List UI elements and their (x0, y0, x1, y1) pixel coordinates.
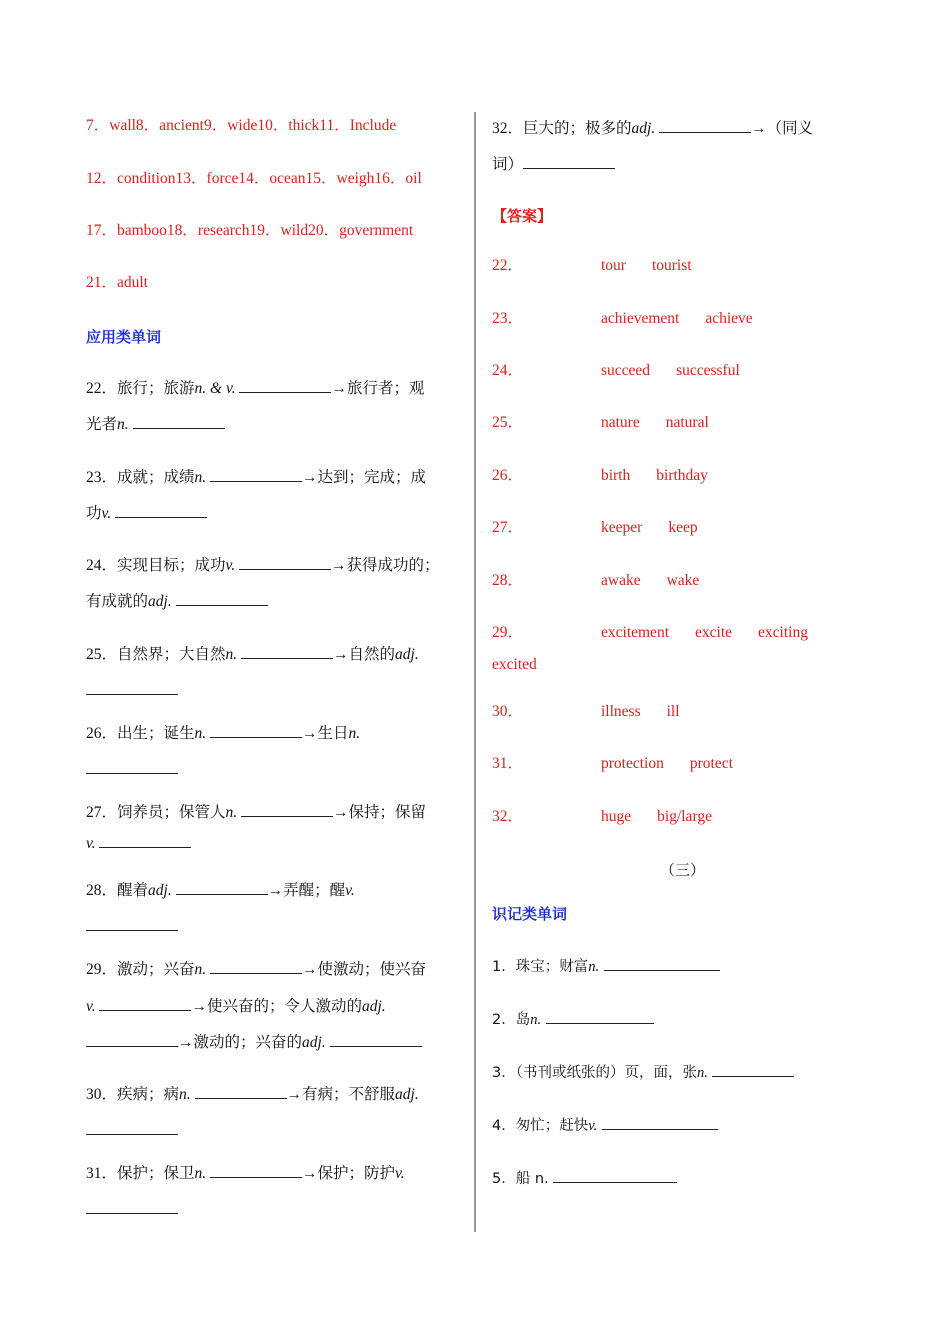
question-29-line1 (86, 959, 426, 980)
question-31-line1 (86, 1163, 405, 1184)
item-number: 5． (492, 1171, 516, 1187)
question-text: 饲养员；保管人 (117, 804, 226, 821)
question-text: →（同义 (751, 120, 814, 137)
answer-blank[interactable] (330, 1032, 422, 1047)
question-24-line2 (86, 591, 268, 612)
column-divider (474, 112, 476, 1232)
answer-blank[interactable] (239, 378, 331, 393)
question-26-line1 (86, 723, 360, 744)
part-of-speech: n. (194, 469, 207, 486)
question-22-line1 (86, 378, 424, 399)
answer-blank[interactable] (86, 916, 178, 931)
answer-word: wake (666, 572, 700, 589)
answer-blank[interactable] (86, 1120, 178, 1135)
answer-number: 30． (492, 703, 524, 720)
question-number: 26． (86, 725, 118, 742)
answer-word: birth (601, 467, 631, 484)
part-of-speech: adj. (395, 646, 419, 663)
part-of-speech: n. & v. (194, 380, 236, 397)
answer-blank[interactable] (604, 956, 720, 971)
question-23-line2 (86, 503, 207, 524)
answer-word: illness (601, 703, 641, 720)
question-29-line3 (86, 1032, 422, 1053)
answer-line-7-11: 7．wall8．ancient9．wide10．thick11．Include (86, 117, 397, 134)
question-text: →旅行者；观 (331, 380, 425, 397)
answer-number: 23． (492, 310, 524, 327)
answer-word: birthday (656, 467, 708, 484)
part-of-speech: n. (696, 1065, 708, 1081)
question-number: 24． (86, 557, 118, 574)
question-text: 疾病；病 (117, 1086, 180, 1103)
question-text: →达到；完成；成 (302, 469, 427, 486)
answer-word: huge (601, 808, 632, 825)
answer-word: tourist (651, 257, 692, 274)
question-text: →保持；保留 (333, 804, 427, 821)
answer-blank[interactable] (86, 1199, 178, 1214)
part-of-speech: v. (86, 835, 96, 852)
question-number: 32． (492, 120, 524, 137)
part-of-speech: v. (86, 998, 96, 1015)
vocab-item (492, 1062, 794, 1083)
question-text: 功 (86, 505, 102, 522)
answer-number: 28． (492, 572, 524, 589)
question-28-line1 (86, 880, 355, 901)
question-text: 词） (492, 156, 524, 173)
question-32-line2 (492, 154, 615, 175)
question-text: →保护；防护 (302, 1165, 396, 1182)
answer-word: nature (601, 414, 640, 431)
question-text: →使激动；使兴奋 (302, 961, 427, 978)
question-number: 27． (86, 804, 118, 821)
answer-word: excite (695, 624, 733, 641)
part-of-speech: v. (225, 557, 236, 574)
part-label: （三） (660, 863, 706, 879)
answer-blank[interactable] (99, 833, 191, 848)
answer-blank[interactable] (553, 1168, 677, 1183)
part-of-speech: adj. (395, 1086, 419, 1103)
part-of-speech: n. (194, 961, 207, 978)
item-number: 1． (492, 959, 516, 975)
part-of-speech: n. (194, 725, 207, 742)
answer-word: achieve (705, 310, 753, 327)
answer-blank[interactable] (195, 1084, 287, 1099)
vocab-item (492, 1115, 718, 1136)
part-of-speech: n. (530, 1012, 542, 1028)
answer-blank[interactable] (210, 723, 302, 738)
question-text: →生日 (302, 725, 349, 742)
part-of-speech: v. (345, 882, 355, 899)
question-30-line2 (86, 1120, 178, 1141)
question-number: 22． (86, 380, 118, 397)
answer-blank[interactable] (176, 880, 268, 895)
answer-word: successful (676, 362, 740, 379)
question-26-line2 (86, 759, 178, 780)
answer-blank[interactable] (712, 1062, 794, 1077)
part-of-speech: v. (395, 1165, 405, 1182)
answer-number: 27． (492, 519, 524, 536)
question-text: 光者 (86, 416, 118, 433)
question-27-line1 (86, 802, 426, 823)
part-of-speech: v. (588, 1118, 598, 1134)
answer-blank[interactable] (239, 555, 331, 570)
item-text: （书刊或纸张的）页，面，张 (515, 1065, 697, 1081)
question-30-line1 (86, 1084, 419, 1105)
answer-number: 26． (492, 467, 524, 484)
answer-word: protection (601, 755, 664, 772)
answer-blank[interactable] (241, 644, 333, 659)
question-text: 实现目标；成功 (117, 557, 226, 574)
question-number: 29． (86, 961, 118, 978)
answer-blank[interactable] (115, 503, 207, 518)
question-text: 出生；诞生 (117, 725, 195, 742)
answer-word: ill (666, 703, 680, 720)
question-25-line1 (86, 644, 419, 665)
item-text: 珠宝；财富 (515, 959, 589, 975)
answer-blank[interactable] (210, 467, 302, 482)
part-of-speech: n. (588, 959, 600, 975)
question-24-line1 (86, 555, 440, 576)
part-of-speech: n. (194, 1165, 207, 1182)
question-23-line1 (86, 467, 426, 488)
answer-word: keeper (601, 519, 643, 536)
answer-blank[interactable] (523, 154, 615, 169)
answer-word: excitement (601, 624, 669, 641)
question-number: 30． (86, 1086, 118, 1103)
question-text: →获得成功的； (331, 557, 440, 574)
question-27-line2 (86, 833, 191, 854)
answer-blank[interactable] (176, 591, 268, 606)
answer-word: awake (601, 572, 641, 589)
question-number: 31． (86, 1165, 118, 1182)
answer-number: 22． (492, 257, 524, 274)
question-31-line2 (86, 1199, 178, 1220)
question-text: →激动的；兴奋的 (178, 1034, 303, 1051)
answer-word: tour (601, 257, 626, 274)
section-title-application-words: 应用类单词 (86, 328, 162, 346)
question-text: 激动；兴奋 (117, 961, 195, 978)
answer-blank[interactable] (86, 1032, 178, 1047)
answer-word: succeed (601, 362, 651, 379)
part-of-speech: adj. (148, 882, 172, 899)
answer-number: 25． (492, 414, 524, 431)
question-32-line1 (492, 118, 813, 139)
answer-number: 32． (492, 808, 524, 825)
part-of-speech: adj. (148, 593, 172, 610)
question-text: 保护；保卫 (117, 1165, 195, 1182)
question-text: →弄醒；醒 (267, 882, 346, 899)
part-of-speech: adj. (631, 120, 656, 137)
question-number: 28． (86, 882, 118, 899)
part-of-speech: v. (101, 505, 112, 522)
part-of-speech: n. (348, 725, 361, 742)
answer-blank[interactable] (659, 118, 751, 133)
answer-word: achievement (601, 310, 680, 327)
answer-blank[interactable] (133, 414, 225, 429)
answer-blank[interactable] (546, 1009, 654, 1024)
question-text: →有病；不舒服 (286, 1086, 396, 1103)
part-of-speech: adj. (362, 998, 386, 1015)
answer-blank[interactable] (86, 680, 178, 695)
question-28-line2 (86, 916, 178, 937)
vocab-item (492, 956, 720, 977)
answer-line-12-16: 12．condition13．force14．ocean15．weigh16．oil (86, 170, 422, 187)
part-of-speech: n. (225, 804, 238, 821)
answer-blank[interactable] (241, 802, 333, 817)
item-text: 岛 (515, 1012, 531, 1028)
question-text: →使兴奋的；令人激动的 (191, 998, 362, 1015)
answer-word: exciting (758, 624, 808, 641)
answer-line-21: 21．adult (86, 274, 148, 291)
question-text: 旅行；旅游 (117, 380, 195, 397)
vocab-item (492, 1168, 677, 1189)
question-text: 有成就的 (86, 593, 149, 610)
question-text: 巨大的；极多的 (523, 120, 632, 137)
answer-blank[interactable] (210, 959, 302, 974)
answer-line-17-20: 17．bamboo18．research19．wild20．government (86, 222, 414, 239)
answer-word: big/large (657, 808, 712, 825)
item-number: 2． (492, 1012, 516, 1028)
question-text: 成就；成绩 (117, 469, 195, 486)
answer-number: 24． (492, 362, 524, 379)
question-text: →自然的 (333, 646, 396, 663)
item-text: 船 n. (515, 1171, 549, 1187)
section-title-memorize-words: 识记类单词 (492, 905, 568, 923)
answer-number: 29． (492, 624, 524, 641)
item-number: 3． (492, 1065, 516, 1081)
answer-blank[interactable] (99, 996, 191, 1011)
answer-word-wrapped: excited (492, 656, 537, 673)
question-22-line2 (86, 414, 225, 435)
part-of-speech: n. (225, 646, 238, 663)
answer-blank[interactable] (210, 1163, 302, 1178)
vocab-item (492, 1009, 654, 1030)
question-number: 23． (86, 469, 118, 486)
answer-word: keep (668, 519, 698, 536)
answer-word: protect (689, 755, 733, 772)
answer-number: 31． (492, 755, 524, 772)
part-of-speech: n. (179, 1086, 191, 1103)
answer-heading: 【答案】 (492, 207, 553, 225)
question-number: 25． (86, 646, 118, 663)
answer-blank[interactable] (86, 759, 178, 774)
part-of-speech: n. (117, 416, 129, 433)
question-text: 醒着 (117, 882, 149, 899)
answer-blank[interactable] (602, 1115, 718, 1130)
question-25-line2 (86, 680, 178, 701)
item-number: 4． (492, 1118, 516, 1134)
item-text: 匆忙；赶快 (515, 1118, 589, 1134)
answer-word: natural (665, 414, 709, 431)
question-text: 自然界；大自然 (117, 646, 226, 663)
question-29-line2 (86, 996, 386, 1017)
part-of-speech: adj. (302, 1034, 326, 1051)
